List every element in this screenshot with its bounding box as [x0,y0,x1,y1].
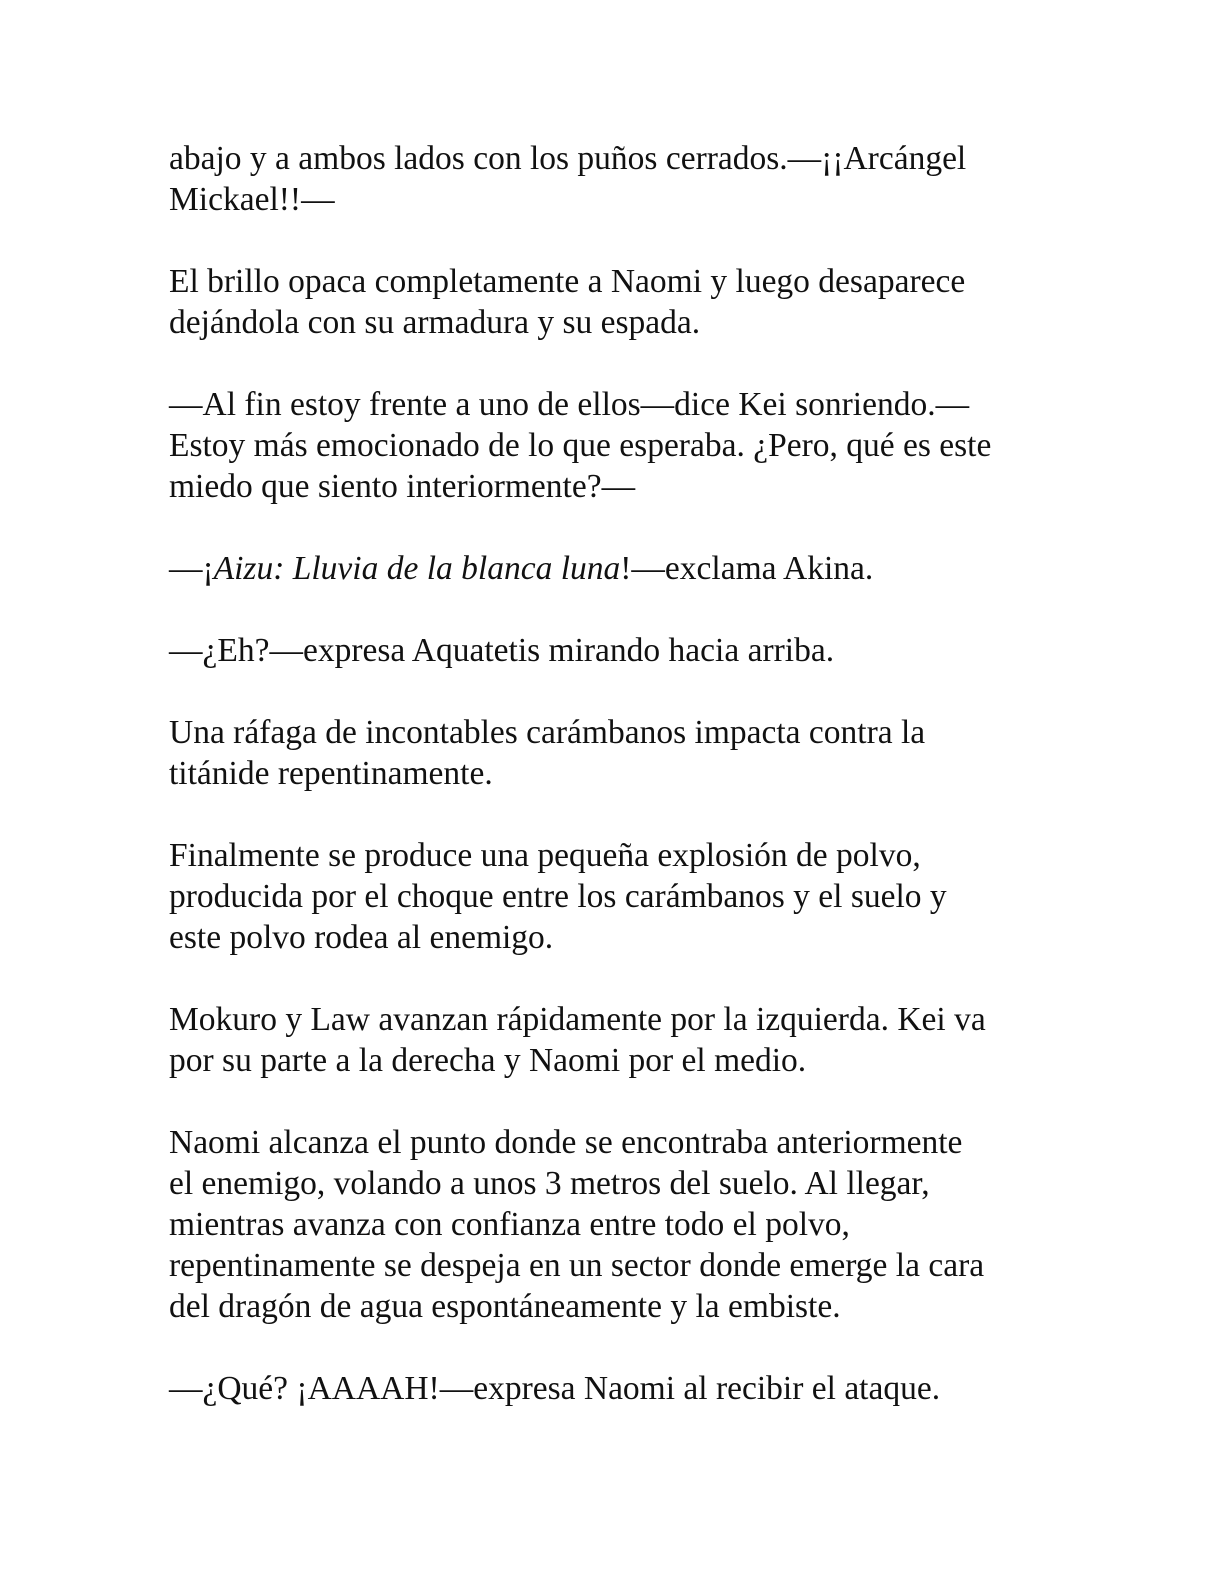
text-line: Estoy más emocionado de lo que esperaba. ¿Pero, qué es este [169,427,992,464]
body-text [169,138,1059,1409]
paragraph-8 [169,999,1059,1081]
paragraph-3 [169,384,1059,507]
text-line: —Al fin estoy frente a uno de ellos—dice Kei sonriendo.— [169,386,970,423]
paragraph-9 [169,1122,1059,1327]
text-line: Naomi alcanza el punto donde se encontraba anteriormente [169,1124,963,1161]
text-line: Mickael!!— [169,181,335,218]
text-line: del dragón de agua espontáneamente y la embiste. [169,1288,841,1325]
text-line: Mokuro y Law avanzan rápidamente por la izquierda. Kei va [169,1001,986,1038]
text-line: Finalmente se produce una pequeña explosión de polvo, [169,837,921,874]
paragraph-5 [169,630,1059,671]
paragraph-4 [169,548,1059,589]
paragraph-6 [169,712,1059,794]
text-line: —¿Qué? ¡AAAAH!—expresa Naomi al recibir el ataque. [169,1370,941,1407]
text-line: titánide repentinamente. [169,755,493,792]
text-line: El brillo opaca completamente a Naomi y luego desaparece [169,263,966,300]
text-line: por su parte a la derecha y Naomi por el medio. [169,1042,807,1079]
italic-spell-name: Aizu: Lluvia de la blanca luna [213,550,621,587]
paragraph-7 [169,835,1059,958]
text-line: el enemigo, volando a unos 3 metros del suelo. Al llegar, [169,1165,930,1202]
text-line: este polvo rodea al enemigo. [169,919,554,956]
text-line: mientras avanza con confianza entre todo el polvo, [169,1206,850,1243]
text-line: —¿Eh?—expresa Aquatetis mirando hacia arriba. [169,632,835,669]
text-segment: !—exclama Akina. [620,550,874,587]
text-segment: —¡ [169,550,214,587]
text-line: dejándola con su armadura y su espada. [169,304,701,341]
text-line: producida por el choque entre los carámbanos y el suelo y [169,878,947,915]
text-line: repentinamente se despeja en un sector donde emerge la cara [169,1247,985,1284]
text-line: Una ráfaga de incontables carámbanos impacta contra la [169,714,926,751]
text-line: abajo y a ambos lados con los puños cerrados.—¡¡Arcángel [169,140,967,177]
text-line: miedo que siento interiormente?— [169,468,636,505]
paragraph-1 [169,138,1059,220]
paragraph-10 [169,1368,1059,1409]
paragraph-2 [169,261,1059,343]
